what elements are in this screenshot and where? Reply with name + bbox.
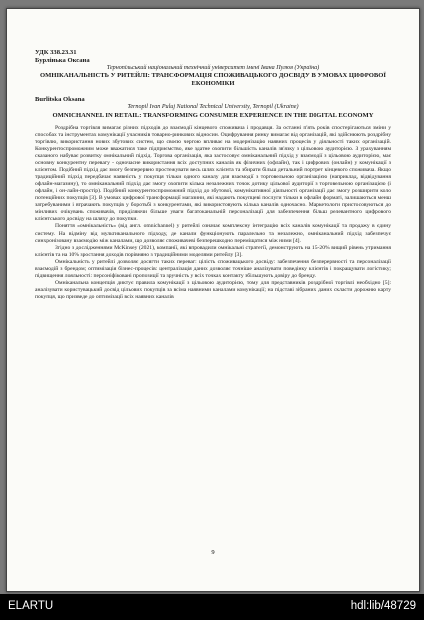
- udk-code: УДК 338.23.31: [35, 49, 77, 56]
- author-name-uk: Бурлінька Оксана: [35, 57, 90, 64]
- spacer: [35, 88, 391, 96]
- author-name-en: Burlitska Oksana: [35, 96, 85, 104]
- affiliation-en: Ternopil Ivan Puluj National Technical University, Ternopil (Ukraine): [127, 104, 299, 111]
- repository-label: ELARTU: [8, 600, 54, 612]
- affiliation-uk: Тернопільський національний технічний університет імені Івана Пулюя (Україна): [106, 65, 320, 71]
- page-number: 9: [211, 549, 215, 556]
- body-paragraph: Омнікальність у ритейлі дозволяє досягти таких переваг: цілість споживацького досвіду: забезпечення безперервності та персоналізації взаємодій з брендом; оптимізація бізнес-процесів: централізація даних дозволяє точніше аналізувати поведінку клієнтів і покращувати логістику; підвищення лояльності: персоніфіковані пропозиції та зручність у всіх точках контакту збільшують довіру до бренду.: [35, 258, 391, 279]
- article-title-uk: ОМНІКАНАЛЬНІСТЬ У РИТЕЙЛІ: ТРАНСФОРМАЦІЯ СПОЖИВАЦЬКОГО ДОСВІДУ В УМОВАХ ЦИФРОВОЇ ЕКОНОМІКИ: [40, 72, 386, 88]
- page-content: [35, 49, 391, 301]
- body-paragraph: Роздрібна торгівля вимагає різних підходів до взаємодії кінцевого споживача і продавця. За останні п'ять років спостерігаються зміни у способах та інструментах комунікації учасників товарно-ринкових відносин. Оцифрування ринку вимагає від організацій, які здійснюють роздрібну торгівлю, використання нових збутових систем, що своєю чергою впливає на модернізацію наявних процесів у діяльності таких організацій. Конкурентоспроможним може вважатися таке підприємство, яке здатне охопити більшість каналів зв'язку з цільовою аудиторією. З урахуванням сказаного набуває розвитку омнікальний підхід. Торгова організація, яка застосовує омніканальний підхід у взаємодії з цільовою аудиторією, має основну конкурентну перевагу - одночасне використання всіх доступних каналів як фізичних (офлайн), так і цифрових (онлайн) у комунікації з клієнтом. Подібний підхід дає змогу безперервно простежувати весь шлях клієнта та збирати більш детальний портрет кінцевого споживача. Якщо традиційний підхід передбачає наявність у покупця тільки одного каналу для взаємодії з торговельною організацією (наприклад, відвідування офлайн-магазину), то омніканальний підхід дає змогу охопити кілька незалежних точок дотику цільової аудиторії з торговельною організацією (і офлайн, і он-лайн-простір). Подібний конкурентоспроможний підхід до збутової, комунікативної діяльності організації дає змогу розширити коло потенційних покупців [3]. В умовах цифрової трансформації магазини, які надають покупцеві послуги тільки в офлайн форматі, залишаються менш затребуваними і втрачають покупців у боротьбі з конкурентами, які використовують кілька каналів одночасно. Маркетологи пристосовуються до мінливих очікувань споживачів, приділяючи більше уваги багатоканальній персоналізації для забезпечення більш релевантного цифрового клієнтського досвіду на шляху до покупки.: [35, 124, 391, 223]
- article-title-en: OMNICHANNEL IN RETAIL: TRANSFORMING CONSUMER EXPERIENCE IN THE DIGITAL ECONOMY: [52, 111, 374, 119]
- body-paragraph: Омніканальна концепція диктує правила комунікації з цільовою аудиторією, тому для представників роздрібної торгівлі необхідно [5]: аналізувати користувацький досвід цільових покупців за всіма наявними каналами комунікації; на підставі зібраних даних скласти дорожню карту покупця, що призведе до оптимізації всіх наявних каналів: [35, 279, 391, 300]
- body-paragraph: Згідно з дослідженнями McKinsey (2021), компанії, які впровадили омнікальні стратегії, демонструють на 15-20% вищий рівень утримання клієнтів та на 10% зростання доходів порівняно з традиційними моделями ритейлу [3].: [35, 244, 391, 258]
- document-page: [6, 8, 420, 592]
- viewer-footer-bar: [0, 594, 424, 620]
- body-paragraph: Поняття «омнікальність» (від англ. omnichannel) у ритейлі означає комплексну інтеграцію всіх каналів комунікації та продажу в єдину систему. На відміну від мультиканального підходу, де канали функціонують паралельно та незалежно, омніканальний підхід забезпечує синхронізовану взаємодію між каналами, що дозволяє споживачеві безперешкодно переміщатися між ними [4].: [35, 223, 391, 244]
- handle-identifier: hdl:lib/48729: [350, 600, 416, 612]
